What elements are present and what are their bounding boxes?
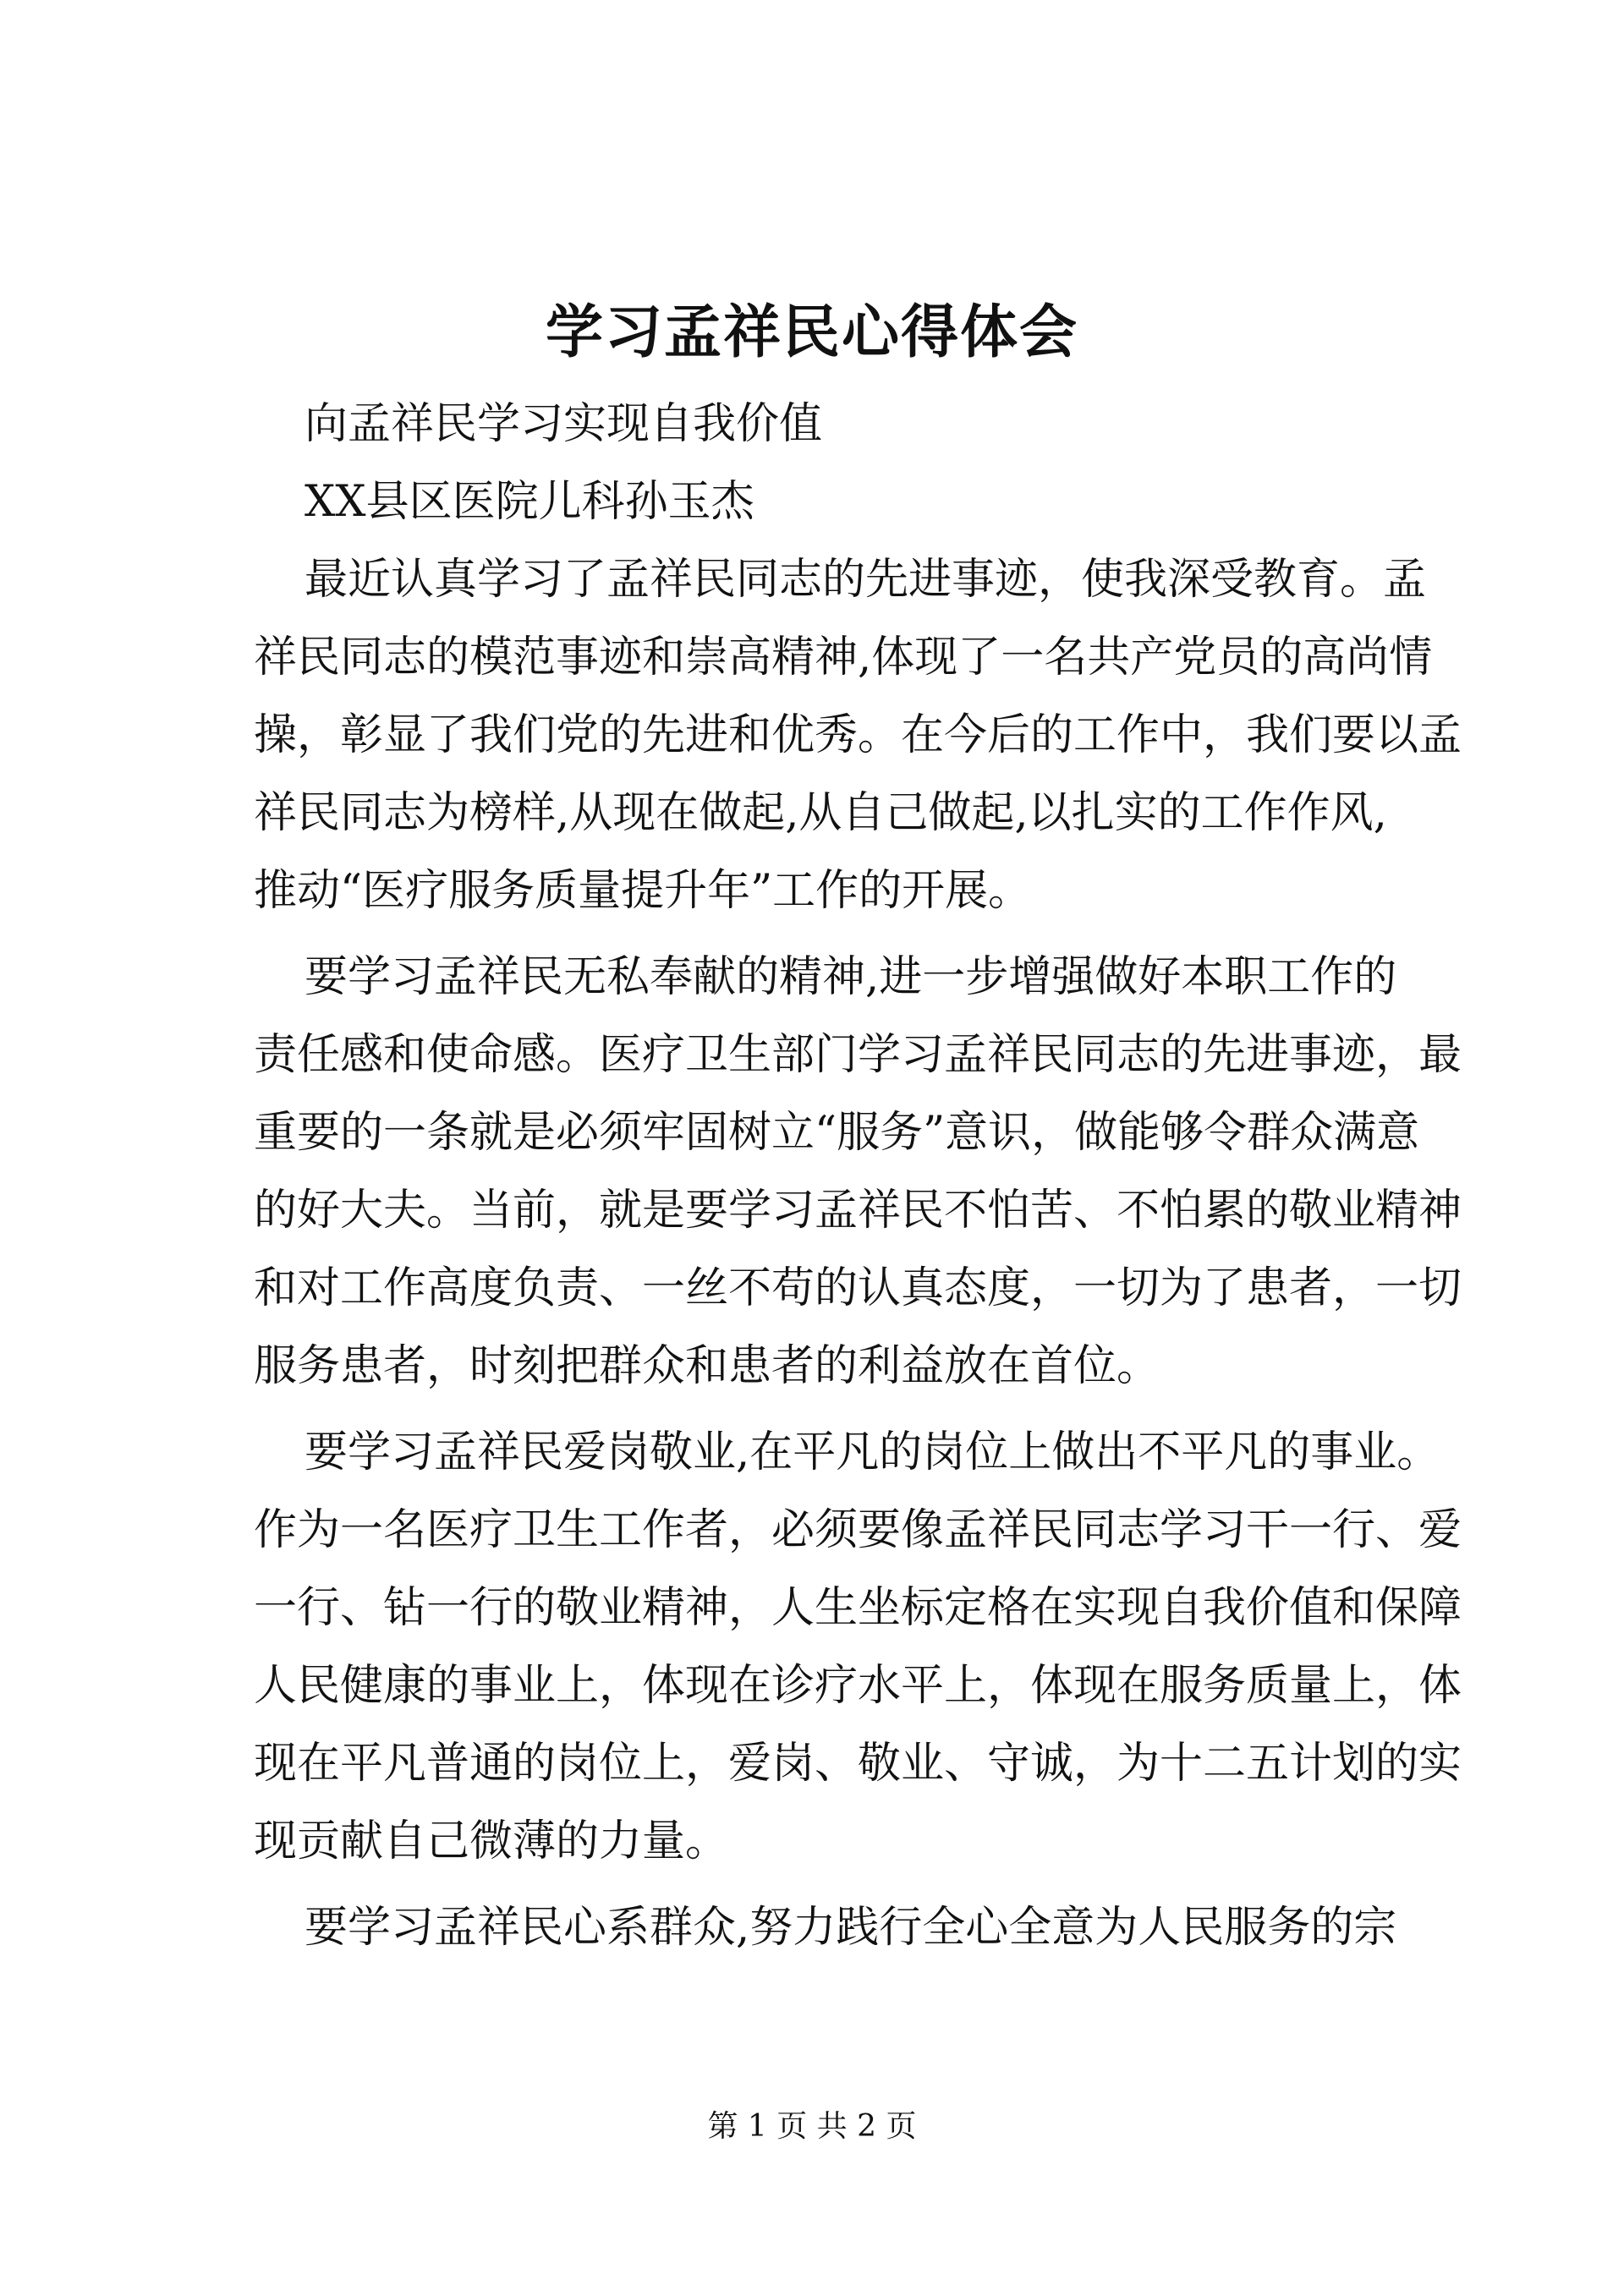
paragraph-line: 人民健康的事业上，体现在诊疗水平上，体现在服务质量上，体	[254, 1661, 1462, 1711]
paragraph-line: 祥民同志为榜样,从现在做起,从自己做起,以扎实的工作作风,	[254, 788, 1387, 838]
paragraph-line: 现贡献自己微薄的力量。	[254, 1817, 729, 1866]
paragraph-line: 要学习孟祥民心系群众,努力践行全心全意为人民服务的宗	[304, 1903, 1397, 1953]
paragraph-line: 要学习孟祥民无私奉献的精神,进一步增强做好本职工作的	[304, 952, 1397, 1002]
paragraph-line: 一行、钻一行的敬业精神，人生坐标定格在实现自我价值和保障	[254, 1583, 1462, 1633]
paragraph-line: 作为一名医疗卫生工作者，必须要像孟祥民同志学习干一行、爱	[254, 1505, 1462, 1555]
page-number: 第 1 页 共 2 页	[707, 2109, 917, 2144]
paragraph-line: 祥民同志的模范事迹和崇高精神,体现了一名共产党员的高尚情	[254, 633, 1433, 682]
paragraph-line: 操，彰显了我们党的先进和优秀。在今后的工作中，我们要以孟	[254, 710, 1462, 760]
paragraph-line: 重要的一条就是必须牢固树立“服务”意识，做能够令群众满意	[254, 1108, 1420, 1158]
paragraph-line: 最近认真学习了孟祥民同志的先进事迹，使我深受教育。孟	[304, 555, 1427, 605]
document-author: XX县区医院儿科孙玉杰	[304, 477, 754, 527]
paragraph-line: 的好大夫。当前，就是要学习孟祥民不怕苦、不怕累的敬业精神	[254, 1186, 1462, 1236]
paragraph-line: 责任感和使命感。医疗卫生部门学习孟祥民同志的先进事迹，最	[254, 1030, 1462, 1080]
paragraph-line: 推动“医疗服务质量提升年”工作的开展。	[254, 866, 1032, 916]
document-subtitle: 向孟祥民学习实现自我价值	[304, 399, 823, 449]
paragraph-line: 服务患者，时刻把群众和患者的利益放在首位。	[254, 1341, 1160, 1391]
paragraph-line: 现在平凡普通的岗位上，爱岗、敬业、守诚，为十二五计划的实	[254, 1739, 1462, 1789]
paragraph-line: 和对工作高度负责、一丝不苟的认真态度，一切为了患者，一切	[254, 1263, 1462, 1313]
paragraph-line: 要学习孟祥民爱岗敬业,在平凡的岗位上做出不平凡的事业。	[304, 1427, 1440, 1477]
document-title: 学习孟祥民心得体会	[545, 299, 1078, 366]
